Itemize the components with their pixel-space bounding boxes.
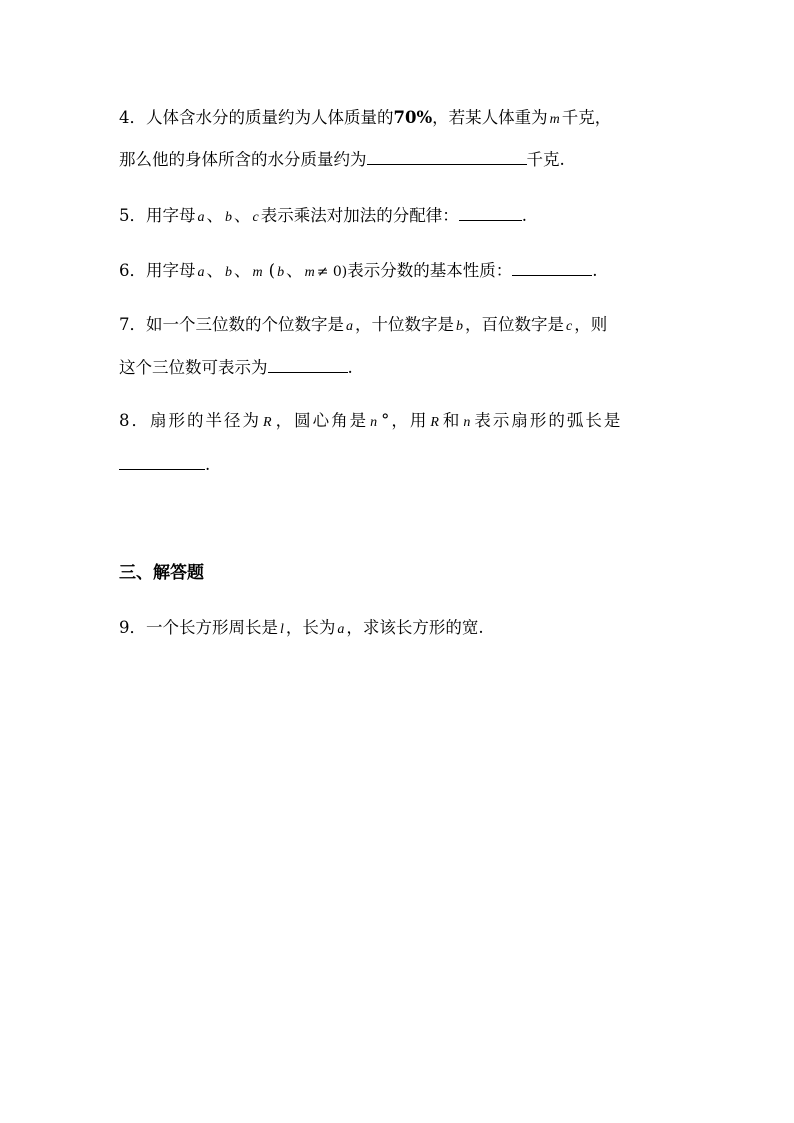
answer-blank[interactable] — [459, 203, 522, 221]
question-text: ，长为 — [285, 618, 336, 637]
separator: 、 — [286, 261, 303, 280]
variable-c: c — [566, 319, 573, 334]
question-7-line-2 — [119, 355, 353, 380]
question-text: 如一个三位数的个位数字是 — [146, 315, 344, 334]
question-text: 和 — [442, 411, 462, 430]
variable-a: a — [337, 622, 345, 637]
variable-c: c — [252, 210, 259, 225]
question-text: 人体含水分的质量约为人体质量的 — [146, 108, 394, 127]
question-number: 4． — [119, 108, 146, 127]
question-4-line-1 — [119, 106, 611, 132]
question-5 — [119, 203, 527, 230]
separator: 、 — [234, 206, 251, 225]
question-text: ，求该长方形的宽. — [346, 618, 484, 637]
condition: ≠ 0) — [316, 264, 348, 280]
variable-b: b — [225, 210, 232, 225]
question-text: 千克. — [526, 150, 565, 169]
variable-m: m — [252, 265, 263, 280]
variable-n: n — [463, 415, 473, 430]
question-text: ，圆心角是 — [275, 411, 369, 430]
variable-a: a — [197, 265, 205, 280]
separator: 、 — [206, 206, 223, 225]
question-number: 6． — [119, 261, 146, 280]
variable-b: b — [456, 319, 463, 334]
percentage: 70% — [393, 108, 433, 127]
question-text: 那么他的身体所含的水分质量约为 — [119, 150, 367, 169]
question-text: ，十位数字是 — [355, 315, 454, 334]
question-text: ，百位数字是 — [465, 315, 564, 334]
question-text: 扇形的半径为 — [150, 411, 261, 430]
separator: 、 — [206, 261, 223, 280]
answer-blank[interactable] — [367, 147, 527, 165]
question-4-line-2 — [119, 147, 565, 172]
question-text: 一个长方形周长是 — [146, 618, 278, 637]
question-text: 这个三位数可表示为 — [119, 358, 268, 377]
degree-symbol: ° — [381, 411, 392, 430]
section-heading: 三、解答题 — [119, 563, 204, 583]
period: . — [205, 455, 211, 474]
question-text: ，则 — [574, 315, 608, 334]
question-8-line-1 — [119, 409, 622, 435]
question-7-line-1 — [119, 313, 607, 339]
question-8-line-2 — [119, 452, 210, 477]
period: . — [592, 261, 598, 280]
question-text: ，用 — [391, 411, 429, 430]
question-number: 8． — [119, 411, 150, 430]
answer-blank[interactable] — [512, 258, 592, 276]
variable-R: R — [263, 415, 274, 430]
question-text: 千克， — [561, 108, 612, 127]
question-6 — [119, 258, 598, 285]
variable-a: a — [197, 210, 205, 225]
separator: 、 — [234, 261, 251, 280]
variable-m: m — [549, 112, 560, 127]
question-text: ，若某人体重为 — [432, 108, 548, 127]
period: . — [347, 358, 353, 377]
question-number: 7． — [119, 315, 146, 334]
question-number: 9． — [119, 618, 146, 637]
question-9 — [119, 616, 484, 642]
answer-blank[interactable] — [268, 355, 348, 373]
question-text: 表示分数的基本性质： — [347, 261, 513, 280]
variable-m: m — [304, 265, 315, 280]
variable-R: R — [430, 415, 441, 430]
question-text: 用字母 — [146, 206, 196, 225]
paren: ( — [268, 261, 276, 280]
variable-b: b — [277, 265, 285, 280]
question-text: 用字母 — [146, 261, 196, 280]
variable-a: a — [346, 319, 353, 334]
period: . — [521, 206, 527, 225]
variable-n: n — [370, 415, 380, 430]
variable-b: b — [225, 265, 232, 280]
question-text: 表示扇形的弧长是 — [474, 411, 623, 430]
question-number: 5． — [119, 206, 146, 225]
question-text: 表示乘法对加法的分配律： — [260, 206, 459, 225]
answer-blank[interactable] — [119, 452, 205, 470]
variable-l: l — [280, 622, 284, 637]
